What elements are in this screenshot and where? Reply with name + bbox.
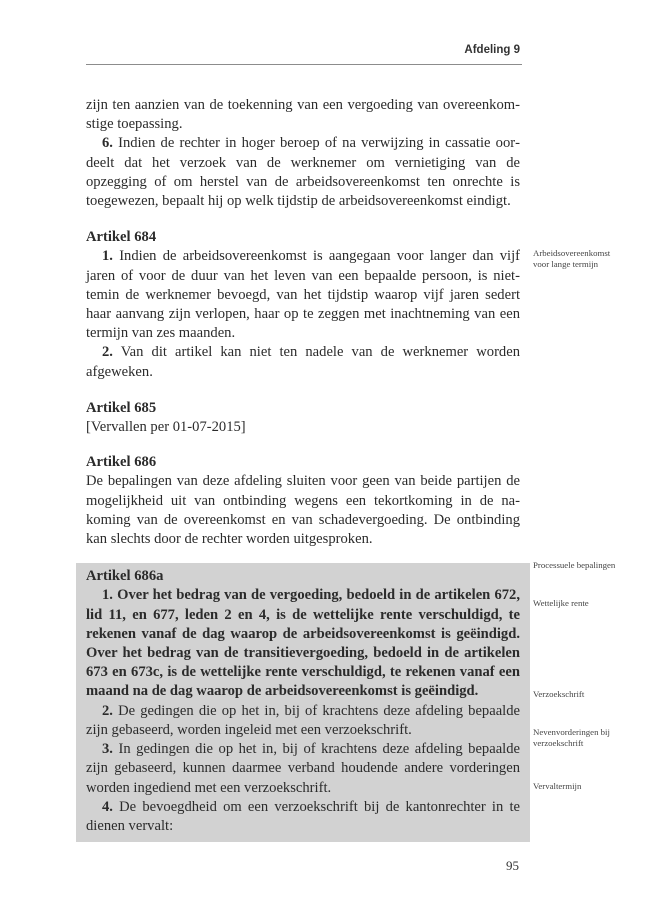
paragraph-number: 1. (102, 248, 113, 265)
margin-note-ancillary-claims: Nevenvorderingen bij verzoekschrift (533, 727, 610, 748)
article-686a-paragraph-1: 1. Over het bedrag van de vergoeding, bedoeld in de artikelen 672, lid 11, en 677, leden 2 en 4, is de wettelijke rente verschuldigd, te rekenen vanaf de dag waarop de arbeidsovereenkomst is geëindigd. Over het bedrag van de transitievergoeding, bedoeld in de artikelen 673 en 673c, is de wettelijke rente verschuldigd, te rekenen vanaf een maand na de dag waarop de arbeidsovereenkomst is geëindigd. (86, 587, 520, 700)
article-686a-heading: Artikel 686a (86, 568, 164, 585)
article-684-heading: Artikel 684 (86, 229, 157, 246)
margin-note-expiry-term: Vervaltermijn (533, 781, 582, 791)
article-686a-box (76, 563, 530, 842)
paragraph-text: Van dit artikel kan niet ten nadele van de werknemer worden afgeweken. (86, 344, 520, 380)
article-684-paragraph-2 (86, 343, 520, 381)
article-686-heading: Artikel 686 (86, 454, 157, 471)
article-686a-paragraph-4 (86, 798, 520, 836)
paragraph-text: De bevoegdheid om een verzoekschrift bij de kantonrechter in te dienen vervalt: (86, 798, 520, 834)
paragraph-6 (86, 134, 520, 211)
article-685-text: [Vervallen per 01-07-2015] (86, 419, 246, 436)
paragraph-text: In gedingen die op het in, bij of krachtens deze afdeling bepaalde zijn gebaseerd, kunnen daarmee verband houdende andere vorderingen worden ingediend met een verzoekschrift. (86, 741, 520, 796)
paragraph-number: 6. (102, 135, 113, 152)
paragraph-number: 4. (102, 798, 113, 815)
paragraph-number: 2. (102, 702, 113, 719)
article-686a-paragraph-2 (86, 702, 520, 740)
page-number: 95 (506, 858, 519, 873)
page-body (86, 96, 520, 842)
margin-note-procedural-provisions: Processuele bepalingen (533, 560, 616, 570)
margin-note-petition: Verzoekschrift (533, 689, 585, 699)
article-686a-paragraph-3 (86, 740, 520, 798)
paragraph-text: Indien de rechter in hoger beroep of na verwijzing in cassatie oordeelt dat het verzoek van de werknemer om vernietiging van de opzegging of om herstel van de arbeidsovereenkomst ten onrechte is toegewezen, bepaalt hij op welk tijdstip de arbeidsovereenkomst eindigt. (86, 135, 520, 210)
margin-note-statutory-interest: Wettelijke rente (533, 598, 589, 608)
section-title: Afdeling 9 (464, 44, 520, 56)
article-686-text: De bepalingen van deze afdeling sluiten voor geen van beide partijen de mogelijkheid uit van ontbinding wegens een tekortkoming in de nakoming van de overeenkomst en van schadevergoeding. De ontbinding kan slechts door de rechter worden uitgesproken. (86, 473, 520, 548)
paragraph-continuation: zijn ten aanzien van de toekenning van een vergoeding van overeenkomstige toepassing. (86, 97, 520, 133)
paragraph-number: 3. (102, 741, 113, 758)
running-header (86, 42, 522, 65)
article-684-paragraph-1 (86, 247, 520, 343)
paragraph-text: Indien de arbeidsovereenkomst is aangegaan voor langer dan vijf jaren of voor de duur van het leven van een bepaalde persoon, is niettemin de werknemer bevoegd, van het tijdstip waarop vijf jaren sedert haar aanvang zijn verlopen, haar op te zeggen met inachtneming van een termijn van zes maanden. (86, 248, 520, 342)
paragraph-text: De gedingen die op het in, bij of krachtens deze afdeling bepaalde zijn gebaseerd, worden ingeleid met een verzoekschrift. (86, 702, 520, 738)
paragraph-number: 2. (102, 344, 113, 361)
article-685-heading: Artikel 685 (86, 399, 157, 416)
margin-note-long-term-contract: Arbeidsovereenkomst voor lange termijn (533, 248, 611, 269)
